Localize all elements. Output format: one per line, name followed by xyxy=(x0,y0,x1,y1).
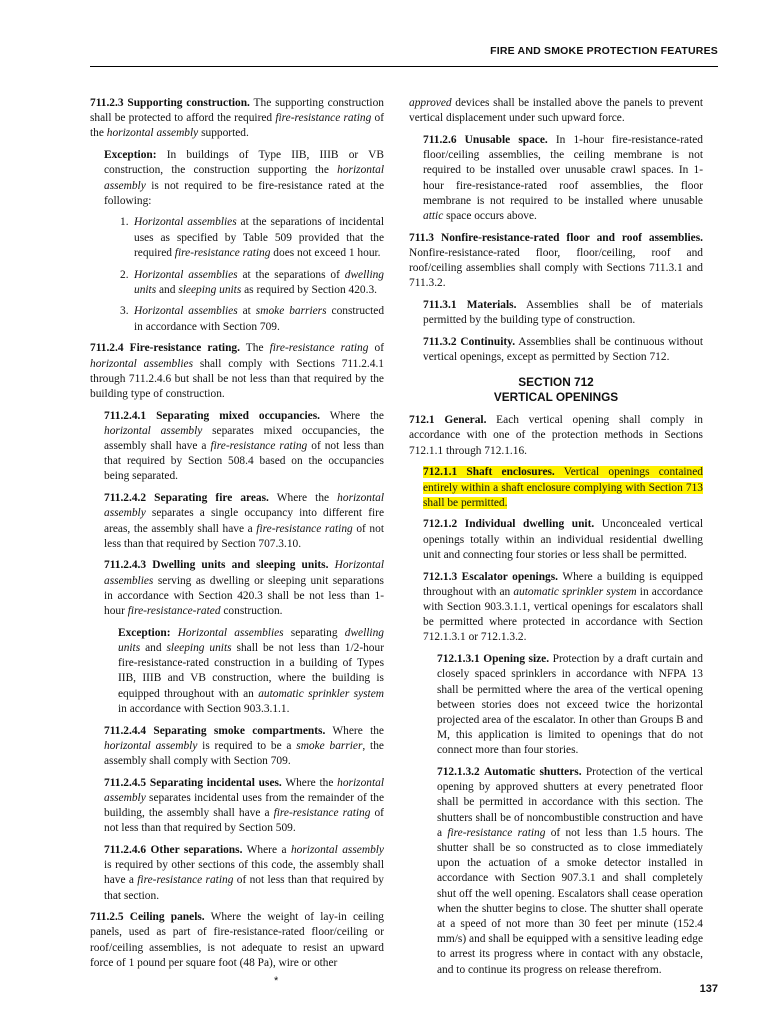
section-711-2-4-5: 711.2.4.5 Separating incidental uses. Where the horizontal assembly separates incidental uses from the remainder of the building, the assembly shall have a fire-resistance rating of not less than that required by Section 509. xyxy=(104,776,384,835)
section-711-2-5-continued: approved devices shall be installed above the panels to prevent vertical displacement under such upward force. xyxy=(409,97,703,125)
section-711-2-3: 711.2.3 Supporting construction. The supporting construction shall be protected to afford the required fire-resistance rating of the horizontal assembly supported. xyxy=(90,97,384,140)
fraction: 1/2 xyxy=(344,642,360,654)
right-column xyxy=(409,96,703,984)
section-711-2-4-2: 711.2.4.2 Separating fire areas. Where the horizontal assembly separates a single occupancy into different fire areas, the assembly shall have a fire-resistance rating of not less than that required by Section 707.3.10. xyxy=(104,492,385,550)
exception-711-2-4-3: Exception: Horizontal assemblies separating dwelling units and sleeping units shall be not less than 1/2-hour fire-resistance-rated construction in a building of Types IIB, IIIB and VB construction, where the building is equipped throughout with an automatic sprinkler system in accordance with Section 903.3.1.1. xyxy=(118,626,385,715)
highlighted-text: 712.1.1 Shaft enclosures. Vertical openings contained entirely within a shaft enclosure complying with Section 713 shall be permitted. xyxy=(423,466,703,509)
section-label: SECTION 712 xyxy=(518,375,594,390)
section-711-3-1: 711.3.1 Materials. Assemblies shall be of materials permitted by the building type of construction. xyxy=(423,298,703,327)
section-711-2-4-3: 711.2.4.3 Dwelling units and sleeping units. Horizontal assemblies serving as dwelling or sleeping unit separations in accordance with Section 420.3 shall be not less than 1-hour fire-resistance-rated construction. xyxy=(104,559,384,618)
page-number: 137 xyxy=(699,983,718,995)
list-item: 1. Horizontal assemblies at the separations of incidental uses as specified by Table 509 provided that the required fire-resistance rating does not exceed 1 hour. xyxy=(120,216,384,259)
section-712-1-2: 712.1.2 Individual dwelling unit. Unconcealed vertical openings totally within an individual residential dwelling unit and connecting four stories or less shall be permitted. xyxy=(423,518,703,561)
footer-mark: * xyxy=(274,975,279,987)
section-title: VERTICAL OPENINGS xyxy=(493,390,619,405)
section-heading xyxy=(409,375,703,405)
section-711-2-5: 711.2.5 Ceiling panels. Where the weight of lay-in ceiling panels, used as part of fire-resistance-rated floor/ceiling or roof/ceiling assemblies, is not adequate to resist an upward force of 1 pound per square foot (48 Pa), wire or other xyxy=(90,911,385,969)
list-item: 3. Horizontal assemblies at smoke barriers constructed in accordance with Section 709. xyxy=(120,305,385,333)
section-711-2-6: 711.2.6 Unusable space. In 1-hour fire-resistance-rated floor/ceiling assemblies, the ceiling membrane is not required to be installed over unusable crawl spaces. In 1-hour fire-resistance-rated roof assemblies, the floor membrane is not required to be installed where unusable attic space occurs above. xyxy=(423,133,703,222)
running-header: FIRE AND SMOKE PROTECTION FEATURES xyxy=(490,45,718,57)
left-column xyxy=(90,96,384,978)
header-rule xyxy=(90,66,718,67)
section-712-1-3: 712.1.3 Escalator openings. Where a building is equipped throughout with an automatic sprinkler system in accordance with Section 903.3.1.1, vertical openings for escalators shall be permitted where protected in accordance with Section 712.1.3.1 or 712.1.3.2. xyxy=(423,570,703,644)
list-item: 2. Horizontal assemblies at the separations of dwelling units and sleeping units as required by Section 420.3. xyxy=(120,268,384,296)
section-711-2-4-1: 711.2.4.1 Separating mixed occupancies. Where the horizontal assembly separates mixed occupancies, the assembly shall have a fire-resistance rating of not less than that required by Section 508.4 based on the occupancies being separated. xyxy=(104,409,384,483)
section-711-3-2: 711.3.2 Continuity. Assemblies shall be continuous without vertical openings, except as permitted by Section 712. xyxy=(423,335,703,364)
section-712-1-3-1: 712.1.3.1 Opening size. Protection by a draft curtain and closely spaced sprinklers in accordance with NFPA 13 shall be permitted where the area of the vertical opening between stories does not exceed twice the horizontal projected area of the escalator. In other than Groups B and M, this application is limited to openings that do not connect more than four stories. xyxy=(437,653,703,757)
section-711-3: 711.3 Nonfire-resistance-rated floor and roof assemblies. Nonfire-resistance-rated floor, floor/ceiling, roof and roof/ceiling assemblies shall comply with Sections 711.3.1 and 711.3.2. xyxy=(409,231,703,290)
section-712-1-1 xyxy=(409,465,703,511)
section-711-2-4-6: 711.2.4.6 Other separations. Where a horizontal assembly is required by other sections of this code, the assembly shall have a fire-resistance rating of not less than that required by that section. xyxy=(104,843,384,902)
section-711-2-4-4: 711.2.4.4 Separating smoke compartments. Where the horizontal assembly is required to be a smoke barrier, the assembly shall comply with Section 709. xyxy=(104,724,384,767)
section-712-1-3-2: 712.1.3.2 Automatic shutters. Protection of the vertical opening by approved shutters at every penetrated floor shall be permitted in accordance with this section. The shutters shall be of noncombustible construction and have a fire-resistance rating of not less than 1.5 hours. The shutter shall be so constructed as to close immediately upon the actuation of a smoke detector installed in accordance with Section 907.3.1 and shall completely shut off the well opening. Escalators shall cease operation when the shutter begins to close. The shutter shall operate at a speed of not more than 30 feet per minute (152.4 mm/s) and shall be equipped with a sensitive leading edge to arrest its progress where in contact with any obstacle, and to continue its progress on release therefrom. xyxy=(437,766,703,976)
exception-711-2-3: Exception: In buildings of Type IIB, IIIB or VB construction, the construction supporting the horizontal assembly is not required to be fire-resistance rated at the following: xyxy=(104,149,384,207)
section-712-1: 712.1 General. Each vertical opening shall comply in accordance with one of the protection methods in Sections 712.1.1 through 712.1.16. xyxy=(409,414,703,457)
section-711-2-4: 711.2.4 Fire-resistance rating. The fire-resistance rating of horizontal assemblies shall comply with Sections 711.2.4.1 through 711.2.4.6 but shall be not less than that required by the building type of construction. xyxy=(90,342,384,400)
